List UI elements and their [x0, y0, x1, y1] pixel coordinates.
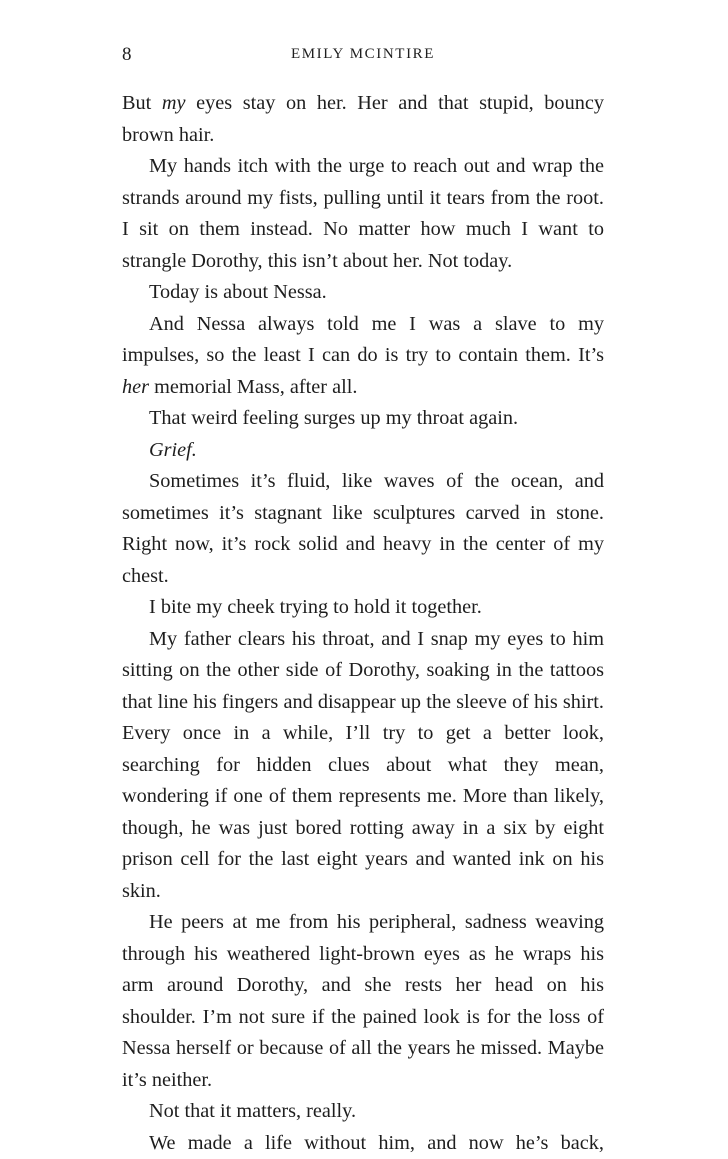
running-head-author: EMILY MCINTIRE [122, 46, 604, 63]
paragraph: That weird feeling surges up my throat again. [122, 403, 604, 435]
paragraph: But my eyes stay on her. Her and that stupid, bouncy brown hair. [122, 88, 604, 151]
body-text [122, 88, 604, 1159]
paragraph: And Nessa always told me I was a slave to my impulses, so the least I can do is try to contain them. It’s her memorial Mass, after all. [122, 309, 604, 404]
page-header [122, 44, 604, 74]
page-number: 8 [122, 44, 132, 66]
paragraph: Today is about Nessa. [122, 277, 604, 309]
paragraph: My father clears his throat, and I snap my eyes to him sitting on the other side of Dorothy, soaking in the tattoos that line his fingers and disappear up the sleeve of his shirt. Every once in a while, I’ll try to get a better look, searching for hidden clues about what they mean, wondering if one of them represents me. More than likely, though, he was just bored rotting away in a six by eight prison cell for the last eight years and wanted ink on his skin. [122, 624, 604, 908]
paragraph: Not that it matters, really. [122, 1096, 604, 1128]
paragraph: Sometimes it’s fluid, like waves of the ocean, and sometimes it’s stagnant like sculptures carved in stone. Right now, it’s rock solid and heavy in the center of my chest. [122, 466, 604, 592]
paragraph-continues: We made a life without him, and now he’s back, [122, 1128, 604, 1159]
paragraph: I bite my cheek trying to hold it together. [122, 592, 604, 624]
paragraph: My hands itch with the urge to reach out and wrap the strands around my fists, pulling until it tears from the root. I sit on them instead. No matter how much I want to strangle Dorothy, this isn’t about her. Not today. [122, 151, 604, 277]
paragraph: Grief. [122, 435, 604, 467]
paragraph: He peers at me from his peripheral, sadness weaving through his weathered light-brown eyes as he wraps his arm around Dorothy, and she rests her head on his shoulder. I’m not sure if the pained look is for the loss of Nessa herself or because of all the years he missed. Maybe it’s neither. [122, 907, 604, 1096]
